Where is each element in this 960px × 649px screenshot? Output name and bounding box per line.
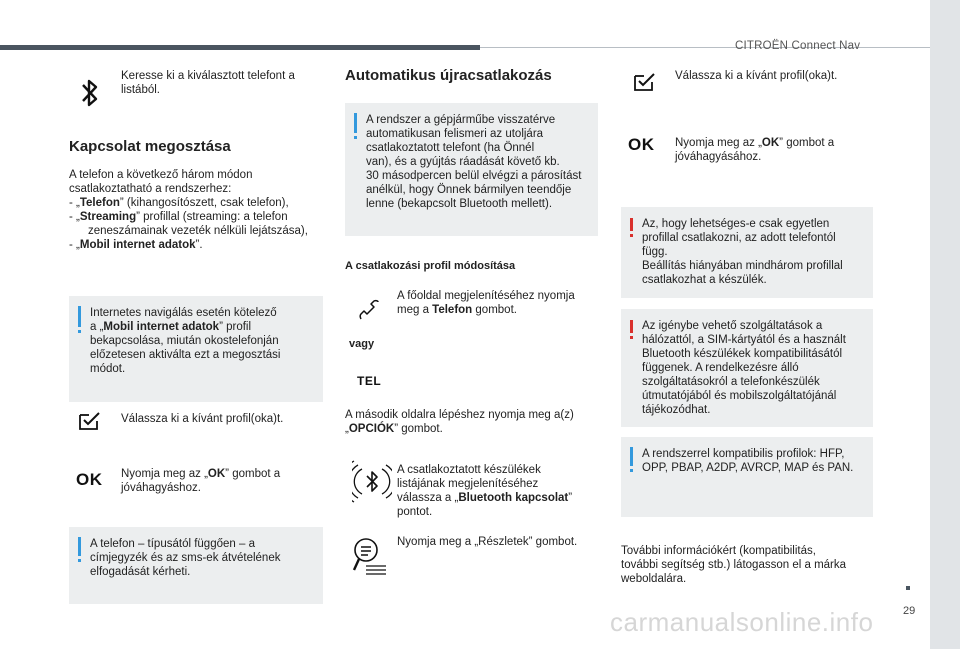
option-telefon: - „Telefon” (kihangosítószett, csak telefon), [69,197,289,209]
reconnect-title: Automatikus újracsatlakozás [345,67,552,84]
warning-icon [630,320,633,333]
info-icon [630,447,633,466]
header-rule-thin [480,47,930,48]
info-icon [354,113,357,133]
info-box-profiles: A rendszerrel kompatibilis profilok: HFP, OPP, PBAP, A2DP, AVRCP, MAP és PAN. [621,437,873,517]
watermark: carmanualsonline.info [610,607,874,637]
option-mobile-data: - „Mobil internet adatok”. [69,239,203,251]
option-streaming: - „Streaming” profillal (streaming: a telefon [69,211,288,223]
or-label: vagy [349,338,375,350]
bluetooth-signal-icon [352,460,392,506]
tel-button-icon: TEL [357,374,382,388]
info-icon [78,537,81,556]
share-title: Kapcsolat megosztása [69,138,231,155]
info-box-internet: Internetes navigálás esetén kötelező a „Mobil internet adatok” profil bekapcsolása, miután okostelefonján előzetesen aktiválta ezt a megosztási módot. [69,296,323,402]
profile-change-subtitle: A csatlakozási profil módosítása [345,260,516,272]
ok-text-2: Nyomja meg az „OK” gombot a jóváhagyásához. [675,137,835,163]
warning-box-single-profile: Az, hogy lehetséges-e csak egyetlen profillal csatlakozni, az adott telefontól függ. Beállítás hiányában mindhárom profillal csatlakozhat a készülék. [621,207,873,298]
ok-button-icon-2: OK [628,135,655,154]
details-text: Nyomja meg a „Részletek” gombot. [397,536,578,548]
page-edge-band [930,0,960,649]
info-box-contacts: A telefon – típusától függően – a címjegyzék és az sms-ek átvételének elfogadását kérheti. [69,527,323,604]
checkbox-icon [78,411,102,431]
checkbox-icon [633,72,657,92]
info-icon [78,306,81,327]
details-search-icon [352,536,388,576]
phone-handset-icon [357,298,381,322]
page-number: 29 [903,605,916,617]
ok-text: Nyomja meg az „OK” gombot a jóváhagyáshoz. [121,468,281,494]
header-rule [0,45,480,50]
second-page-text: A második oldalra lépéshez nyomja meg a(z) „OPCIÓK” gombot. [345,409,574,435]
home-text: A főoldal megjelenítéséhez nyomja meg a Telefon gombot. [397,290,575,316]
share-body: A telefon a következő három módon csatlakoztatható a rendszerhez: - „Telefon” (kihangosítószett, csak telefon), - „Streaming” profillal (streaming: a telefon zeneszámainak vezeték nélküli lejátszása), - „Mobil internet adatok”. [69,168,329,252]
bluetooth-connection-text: A csatlakoztatott készülékek listájának megjelenítéséhez válassza a „Bluetooth kapcsolat” pontot. [397,464,573,518]
more-info-text: További információkért (kompatibilitás, további segítség stb.) látogasson el a márka weboldalára. [621,545,847,585]
page-marker [906,586,910,590]
select-profile-text: Válassza ki a kívánt profil(oka)t. [121,413,284,425]
info-box-reconnect: A rendszer a gépjárműbe visszatérve automatikusan felismeri az utoljára csatlakoztatott telefont (ha Önnél van), és a gyújtás ráadását követő kb. 30 másodpercen belül elvégzi a párosítást anélkül, hogy Önnek bármilyen teendője lenne (bekapcsolt Bluetooth mellett). [345,103,598,236]
ok-button-icon: OK [76,470,103,489]
warning-icon [630,218,633,231]
bluetooth-icon [80,76,100,110]
select-phone-text: Keresse ki a kiválasztott telefont a listából. [121,70,295,96]
warning-box-services: Az igénybe vehető szolgáltatások a hálózattól, a SIM-kártyától és a használt Bluetooth készülékek kompatibilitásától függenek. A rendelkezésre álló szolgáltatásokról a telefonkészülék útmutatójából és mobilszolgáltatójánál tájékozódhat. [621,309,873,427]
brand-title: CITROËN Connect Nav [735,40,861,52]
select-profile-text-2: Válassza ki a kívánt profil(oka)t. [675,70,838,82]
